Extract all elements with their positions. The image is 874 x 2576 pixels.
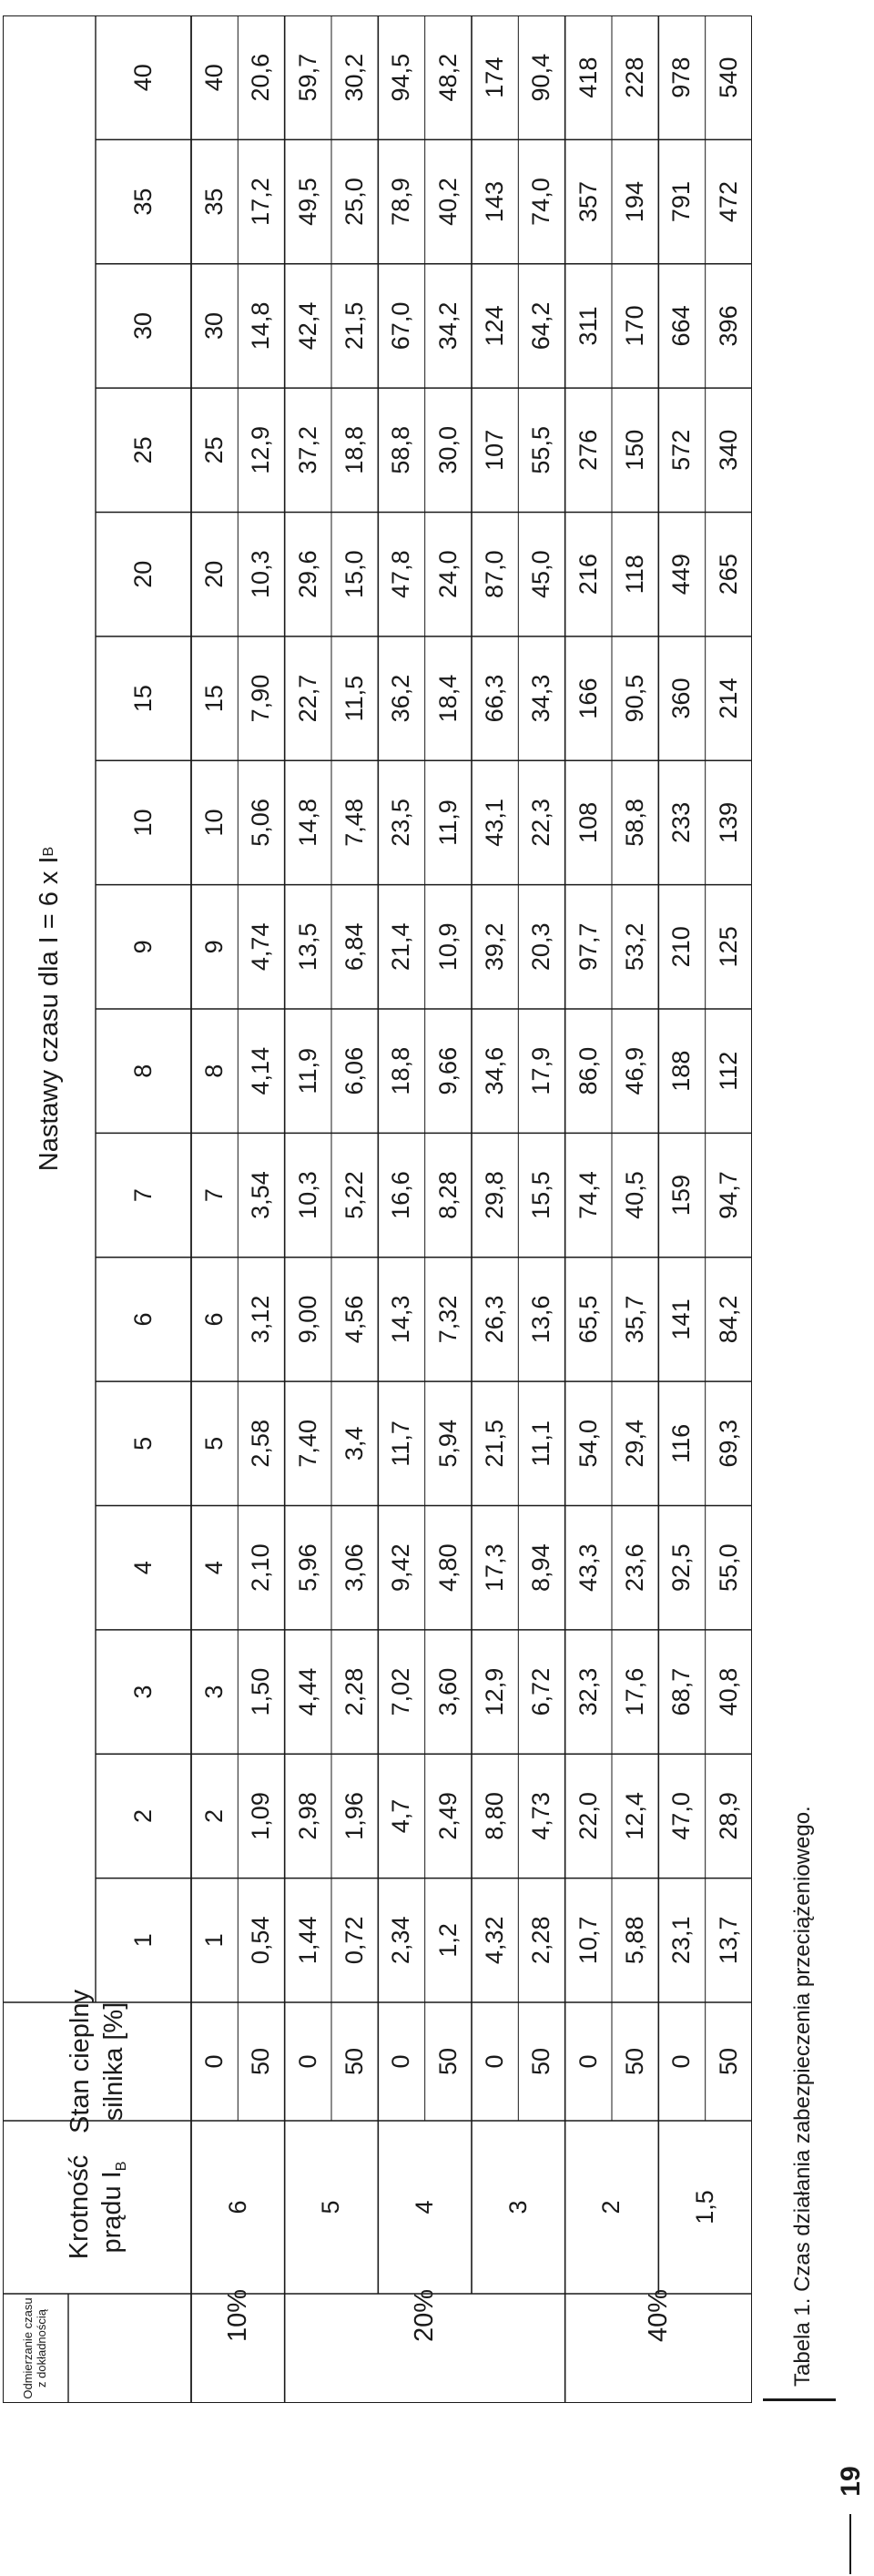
page-number: 19: [836, 2466, 866, 2497]
time-value-cell: 8: [200, 1064, 229, 1078]
time-value-cell: 59,7: [293, 53, 321, 102]
time-value-cell: 47,8: [387, 550, 415, 598]
time-value-cell: 9,42: [387, 1543, 415, 1592]
time-value-cell: 17,9: [527, 1046, 555, 1095]
time-value-cell: 23,5: [387, 799, 415, 847]
time-value-cell: 18,8: [387, 1046, 415, 1095]
time-value-cell: 30,2: [340, 53, 369, 102]
time-value-cell: 112: [714, 1051, 742, 1091]
multiple-cell: 5: [317, 2200, 345, 2215]
time-value-cell: 54,0: [574, 1420, 602, 1468]
time-value-cell: 143: [481, 181, 509, 223]
state-cell: 0: [293, 2054, 321, 2069]
time-value-cell: 7,02: [387, 1667, 415, 1716]
multiple-header-sub: B: [114, 2161, 130, 2172]
time-value-cell: 5,94: [433, 1420, 462, 1468]
setting-column-header: 9: [129, 940, 157, 954]
time-value-cell: 46,9: [621, 1046, 649, 1095]
state-header: [3, 1990, 191, 2133]
time-value-cell: 265: [714, 554, 742, 596]
time-value-cell: 84,2: [714, 1295, 742, 1344]
time-value-cell: 1,96: [340, 1792, 369, 1840]
multiple-cell: 1,5: [691, 2190, 719, 2225]
time-value-cell: 7,40: [293, 1420, 321, 1468]
multiple-cell: 6: [223, 2200, 251, 2215]
time-value-cell: 8,80: [481, 1792, 509, 1840]
multiple-cell: 3: [503, 2200, 532, 2215]
time-value-cell: 7,32: [433, 1295, 462, 1344]
time-value-cell: 28,9: [714, 1792, 742, 1840]
time-value-cell: 21,5: [481, 1420, 509, 1468]
time-value-cell: 11,9: [433, 799, 462, 846]
accuracy-title: Odmierzanie czasu z dokładnością: [21, 2297, 48, 2399]
time-settings-title-sub: B: [41, 846, 56, 857]
time-value-cell: 21,4: [387, 922, 415, 972]
time-value-cell: 40,5: [621, 1171, 649, 1219]
time-value-cell: 9: [200, 940, 229, 954]
time-value-cell: 4,73: [527, 1792, 555, 1840]
time-value-cell: 35: [200, 188, 229, 216]
time-value-cell: 4,7: [387, 1798, 415, 1834]
time-value-cell: 65,5: [574, 1295, 602, 1344]
time-value-cell: 47,0: [667, 1792, 696, 1840]
time-value-cell: 276: [574, 429, 602, 471]
time-value-cell: 68,7: [667, 1667, 696, 1716]
time-value-cell: 64,2: [527, 301, 555, 351]
setting-column-header: 35: [129, 188, 157, 216]
accuracy-label: 20%: [410, 2288, 440, 2343]
time-value-cell: 23,6: [621, 1543, 649, 1592]
time-settings-title-text: Nastawy czasu dla I = 6 x I: [34, 856, 64, 1172]
time-value-cell: 29,8: [481, 1171, 509, 1219]
time-value-cell: 94,7: [714, 1171, 742, 1219]
time-value-cell: 4,80: [433, 1543, 462, 1592]
time-value-cell: 69,3: [714, 1420, 742, 1468]
time-value-cell: 86,0: [574, 1046, 602, 1095]
time-value-cell: 116: [667, 1423, 696, 1463]
time-value-cell: 14,8: [293, 799, 321, 847]
time-value-cell: 360: [667, 677, 696, 719]
time-value-cell: 2,28: [527, 1916, 555, 1965]
time-value-cell: 21,5: [340, 301, 369, 351]
time-value-cell: 97,7: [574, 922, 602, 972]
setting-column-header: 8: [129, 1064, 157, 1078]
setting-column-header: 3: [129, 1685, 157, 1699]
time-value-cell: 40: [200, 64, 229, 92]
state-header-line1: Stan cieplny: [66, 1990, 96, 2133]
time-value-cell: 5,96: [293, 1543, 321, 1592]
time-value-cell: 36,2: [387, 674, 415, 723]
time-value-cell: 6,84: [340, 922, 369, 972]
time-value-cell: 40,2: [433, 178, 462, 226]
time-value-cell: 32,3: [574, 1667, 602, 1716]
setting-column-header: 4: [129, 1561, 157, 1575]
time-value-cell: 14,3: [387, 1295, 415, 1344]
multiple-cell: 4: [411, 2200, 439, 2215]
time-value-cell: 7,90: [247, 674, 275, 723]
time-value-cell: 42,4: [293, 301, 321, 351]
time-value-cell: 34,3: [527, 674, 555, 723]
time-value-cell: 210: [667, 926, 696, 968]
time-value-cell: 3,12: [247, 1295, 275, 1344]
time-value-cell: 90,4: [527, 53, 555, 102]
time-value-cell: 1,44: [293, 1916, 321, 1965]
state-cell: 0: [574, 2054, 602, 2069]
time-value-cell: 572: [667, 429, 696, 471]
time-value-cell: 124: [481, 305, 509, 347]
time-value-cell: 3,60: [433, 1667, 462, 1716]
time-value-cell: 15: [200, 685, 229, 713]
state-cell: 50: [621, 2047, 649, 2076]
time-value-cell: 3: [200, 1685, 229, 1699]
time-value-cell: 0,54: [247, 1916, 275, 1965]
time-value-cell: 13,7: [714, 1916, 742, 1965]
time-value-cell: 39,2: [481, 922, 509, 972]
time-value-cell: 396: [714, 305, 742, 347]
time-value-cell: 0,72: [340, 1916, 369, 1965]
time-value-cell: 9,00: [293, 1295, 321, 1344]
time-value-cell: 10,7: [574, 1916, 602, 1965]
setting-column-header: 40: [129, 64, 157, 92]
time-value-cell: 11,1: [527, 1420, 555, 1467]
setting-column-header: 5: [129, 1436, 157, 1451]
time-value-cell: 34,2: [433, 301, 462, 351]
time-value-cell: 17,2: [247, 178, 275, 226]
time-value-cell: 166: [574, 677, 602, 719]
time-value-cell: 24,0: [433, 550, 462, 598]
multiple-header: [3, 2121, 191, 2294]
state-cell: 0: [667, 2054, 696, 2069]
state-cell: 50: [714, 2047, 742, 2076]
time-value-cell: 55,5: [527, 426, 555, 474]
time-value-cell: 35,7: [621, 1295, 649, 1344]
setting-column-header: 15: [129, 685, 157, 713]
time-settings-title: [3, 15, 96, 2002]
time-value-cell: 22,7: [293, 674, 321, 723]
time-value-cell: 216: [574, 554, 602, 596]
time-value-cell: 14,8: [247, 301, 275, 351]
time-value-cell: 2: [200, 1808, 229, 1823]
time-value-cell: 3,4: [340, 1426, 369, 1461]
accuracy-label: 40%: [643, 2288, 673, 2343]
overload-time-table: [3, 15, 752, 2403]
time-value-cell: 25: [200, 436, 229, 464]
multiple-header-line2: prądu $I_B$: [97, 2161, 130, 2254]
time-value-cell: 74,0: [527, 178, 555, 226]
time-value-cell: 43,3: [574, 1543, 602, 1592]
time-value-cell: 29,6: [293, 550, 321, 598]
time-value-cell: 2,10: [247, 1543, 275, 1592]
setting-column-header: 10: [129, 809, 157, 837]
time-value-cell: 12,9: [481, 1667, 509, 1716]
time-value-cell: 11,5: [340, 675, 369, 722]
time-value-cell: 6: [200, 1312, 229, 1327]
time-value-cell: 8,28: [433, 1171, 462, 1219]
time-value-cell: 3,06: [340, 1543, 369, 1592]
time-value-cell: 4,32: [481, 1916, 509, 1965]
time-value-cell: 87,0: [481, 550, 509, 598]
time-value-cell: 2,49: [433, 1792, 462, 1840]
time-value-cell: 17,6: [621, 1667, 649, 1716]
time-value-cell: 139: [714, 801, 742, 843]
accuracy-label: 10%: [222, 2288, 252, 2343]
time-value-cell: 92,5: [667, 1543, 696, 1592]
time-value-cell: 4,44: [293, 1667, 321, 1716]
time-value-cell: 22,0: [574, 1792, 602, 1840]
table-caption: Tabela 1. Czas działania zabezpieczenia przeciążeniowego.: [790, 1806, 815, 2387]
time-value-cell: 4: [200, 1561, 229, 1575]
state-cell: 50: [433, 2047, 462, 2076]
time-value-cell: 2,98: [293, 1792, 321, 1840]
time-value-cell: 125: [714, 926, 742, 968]
time-value-cell: 30,0: [433, 426, 462, 474]
time-value-cell: 174: [481, 56, 509, 98]
state-cell: 50: [527, 2047, 555, 2076]
time-value-cell: 16,6: [387, 1171, 415, 1219]
time-value-cell: 55,0: [714, 1543, 742, 1592]
time-value-cell: 170: [621, 305, 649, 347]
time-value-cell: 10: [200, 809, 229, 837]
time-value-cell: 66,3: [481, 674, 509, 723]
time-value-cell: 150: [621, 429, 649, 471]
setting-column-header: 6: [129, 1312, 157, 1327]
time-value-cell: 94,5: [387, 53, 415, 102]
time-value-cell: 6,06: [340, 1046, 369, 1095]
multiple-cell: 2: [597, 2200, 625, 2215]
time-value-cell: 194: [621, 181, 649, 223]
time-value-cell: 472: [714, 181, 742, 223]
time-value-cell: 12,4: [621, 1792, 649, 1840]
time-value-cell: 5,88: [621, 1916, 649, 1965]
state-cell: 0: [481, 2054, 509, 2069]
time-value-cell: 340: [714, 429, 742, 471]
time-value-cell: 58,8: [621, 799, 649, 847]
time-value-cell: 13,6: [527, 1295, 555, 1344]
time-value-cell: 540: [714, 56, 742, 98]
time-value-cell: 10,9: [433, 922, 462, 972]
time-value-cell: 15,0: [340, 550, 369, 598]
multiple-header-line1: Krotność: [64, 2154, 94, 2260]
time-value-cell: 48,2: [433, 53, 462, 102]
time-value-cell: 1,50: [247, 1667, 275, 1716]
state-header-line2: silnika [%]: [98, 2001, 128, 2122]
state-cell: 50: [340, 2047, 369, 2076]
time-value-cell: 1,2: [433, 1923, 462, 1958]
time-value-cell: 43,1: [481, 799, 509, 847]
time-value-cell: 26,3: [481, 1295, 509, 1344]
time-value-cell: 49,5: [293, 178, 321, 226]
time-value-cell: 34,6: [481, 1046, 509, 1095]
time-value-cell: 53,2: [621, 922, 649, 972]
setting-column-header: 1: [129, 1933, 157, 1948]
setting-column-header: 7: [129, 1188, 157, 1203]
time-value-cell: 233: [667, 801, 696, 843]
time-value-cell: 141: [667, 1298, 696, 1340]
time-value-cell: 5,06: [247, 799, 275, 847]
time-value-cell: 17,3: [481, 1543, 509, 1592]
time-value-cell: 108: [574, 801, 602, 843]
time-value-cell: 20,3: [527, 922, 555, 972]
time-value-cell: 357: [574, 181, 602, 223]
time-value-cell: 7: [200, 1188, 229, 1203]
time-value-cell: 13,5: [293, 922, 321, 972]
time-value-cell: 228: [621, 56, 649, 98]
state-cell: 0: [200, 2054, 229, 2069]
state-cell: 0: [387, 2054, 415, 2069]
time-value-cell: 311: [574, 306, 602, 346]
time-value-cell: 2,28: [340, 1667, 369, 1716]
time-value-cell: 30: [200, 311, 229, 340]
time-value-cell: 791: [667, 181, 696, 223]
time-value-cell: 37,2: [293, 426, 321, 474]
time-value-cell: 5: [200, 1436, 229, 1451]
setting-column-header: 30: [129, 311, 157, 340]
time-value-cell: 1,09: [247, 1792, 275, 1840]
time-value-cell: 978: [667, 56, 696, 98]
time-value-cell: 1: [200, 1933, 229, 1948]
time-value-cell: 78,9: [387, 178, 415, 226]
time-value-cell: 7,48: [340, 799, 369, 847]
time-value-cell: 11,7: [387, 1420, 415, 1467]
time-value-cell: 10,3: [247, 550, 275, 598]
time-value-cell: 18,4: [433, 674, 462, 723]
setting-column-header: 2: [129, 1808, 157, 1823]
time-value-cell: 18,8: [340, 426, 369, 474]
time-value-cell: 5,22: [340, 1171, 369, 1219]
time-value-cell: 22,3: [527, 799, 555, 847]
time-value-cell: 11,9: [293, 1047, 321, 1095]
time-value-cell: 29,4: [621, 1420, 649, 1468]
page-number-rule: [849, 2514, 851, 2574]
time-value-cell: 4,14: [247, 1046, 275, 1095]
time-value-cell: 418: [574, 56, 602, 98]
time-value-cell: 74,4: [574, 1171, 602, 1219]
time-value-cell: 3,54: [247, 1171, 275, 1219]
time-value-cell: 107: [481, 429, 509, 471]
time-value-cell: 20,6: [247, 53, 275, 102]
time-value-cell: 9,66: [433, 1046, 462, 1095]
time-value-cell: 67,0: [387, 301, 415, 351]
time-value-cell: 159: [667, 1175, 696, 1217]
time-value-cell: 23,1: [667, 1916, 696, 1965]
time-value-cell: 12,9: [247, 426, 275, 474]
time-value-cell: 10,3: [293, 1171, 321, 1219]
setting-column-header: 20: [129, 560, 157, 588]
time-value-cell: 6,72: [527, 1667, 555, 1716]
time-value-cell: 449: [667, 554, 696, 596]
time-value-cell: 2,34: [387, 1916, 415, 1965]
time-value-cell: 2,58: [247, 1420, 275, 1468]
time-value-cell: 4,74: [247, 922, 275, 972]
state-cell: 50: [247, 2047, 275, 2076]
time-value-cell: 214: [714, 677, 742, 719]
time-value-cell: 25,0: [340, 178, 369, 226]
time-value-cell: 188: [667, 1050, 696, 1092]
time-value-cell: 664: [667, 305, 696, 347]
time-value-cell: 90,5: [621, 674, 649, 723]
time-value-cell: 20: [200, 560, 229, 588]
time-value-cell: 45,0: [527, 550, 555, 598]
setting-column-header: 25: [129, 436, 157, 464]
time-value-cell: 40,8: [714, 1667, 742, 1716]
time-value-cell: 4,56: [340, 1295, 369, 1344]
time-value-cell: 15,5: [527, 1171, 555, 1219]
time-value-cell: 118: [621, 555, 649, 595]
time-value-cell: 58,8: [387, 426, 415, 474]
time-value-cell: 8,94: [527, 1543, 555, 1592]
